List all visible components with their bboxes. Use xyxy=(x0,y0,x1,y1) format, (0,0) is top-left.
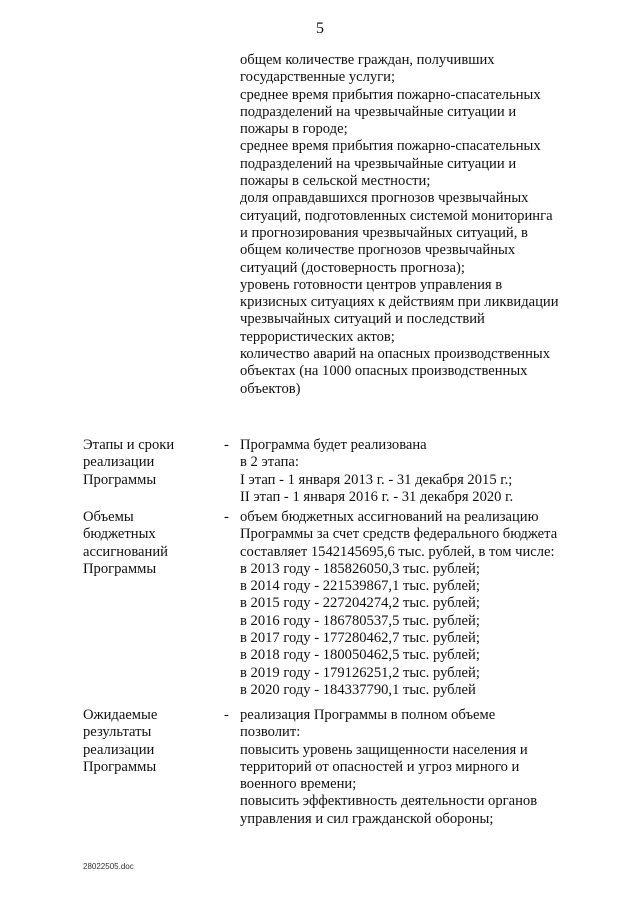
text-line: Программа будет реализована xyxy=(240,437,427,453)
text-line: управления и сил гражданской обороны; xyxy=(240,810,494,827)
section-label xyxy=(83,437,223,489)
text-line: составляет 1542145695,6 тыс. рублей, в том числе: xyxy=(240,543,555,560)
label-line: реализации xyxy=(83,741,155,758)
text-line: повысить уровень защищенности населения и xyxy=(240,741,528,758)
text-line: подразделений на чрезвычайные ситуации и xyxy=(240,155,517,172)
text-line: повысить эффективность деятельности органов xyxy=(240,793,538,810)
text-line: позволит: xyxy=(240,724,301,741)
text-line: среднее время прибытия пожарно-спасательных xyxy=(240,138,541,155)
text-line: в 2020 году - 184337790,1 тыс. рублей xyxy=(240,681,476,698)
section-text xyxy=(240,707,585,828)
file-name-footer: 28022505.doc xyxy=(83,862,134,871)
text-line: чрезвычайных ситуаций и последствий xyxy=(240,311,485,328)
text-line: ситуаций (достоверность прогноза); xyxy=(240,259,465,276)
text-line: территорий от опасностей и угроз мирного и xyxy=(240,758,520,775)
label-line: Программы xyxy=(83,560,157,577)
text-line: объектов) xyxy=(240,380,301,397)
text-line: в 2017 году - 177280462,7 тыс. рублей; xyxy=(240,630,480,647)
text-line: в 2018 году - 180050462,5 тыс. рублей; xyxy=(240,647,480,664)
label-line: Программы xyxy=(83,758,157,775)
label-line: Этапы и сроки xyxy=(83,437,175,453)
label-line: бюджетных xyxy=(83,526,156,543)
label-line: результаты xyxy=(83,724,152,741)
text-line: подразделений на чрезвычайные ситуации и xyxy=(240,103,517,120)
section-label xyxy=(83,509,223,578)
text-line: количество аварий на опасных производственных xyxy=(240,346,551,363)
label-line: Ожидаемые xyxy=(83,707,158,723)
text-line: ситуаций, подготовленных системой мониторинга xyxy=(240,207,553,224)
text-line: и прогнозирования чрезвычайных ситуаций, в xyxy=(240,224,528,241)
text-line: II этап - 1 января 2016 г. - 31 декабря 2020 г. xyxy=(240,488,514,505)
text-line: в 2014 году - 221539867,1 тыс. рублей; xyxy=(240,578,480,595)
text-line: объектах (на 1000 опасных производственных xyxy=(240,363,528,380)
text-line: уровень готовности центров управления в xyxy=(240,276,503,293)
page-number: 5 xyxy=(316,20,324,37)
text-line: Программы за счет средств федерального бюджета xyxy=(240,526,558,543)
text-line: военного времени; xyxy=(240,776,357,793)
label-line: Объемы xyxy=(83,509,134,525)
text-line: общем количестве прогнозов чрезвычайных xyxy=(240,242,516,259)
dash-separator: - xyxy=(224,437,229,453)
text-line: террористических актов; xyxy=(240,328,395,345)
continuation-text xyxy=(240,52,580,398)
text-line: реализация Программы в полном объеме xyxy=(240,707,496,723)
label-line: Программы xyxy=(83,471,157,488)
text-line: объем бюджетных ассигнований на реализацию xyxy=(240,509,539,525)
text-line: в 2019 году - 179126251,2 тыс. рублей; xyxy=(240,664,480,681)
text-line: в 2015 году - 227204274,2 тыс. рублей; xyxy=(240,595,480,612)
text-line: I этап - 1 января 2013 г. - 31 декабря 2015 г.; xyxy=(240,471,513,488)
text-line: в 2 этапа: xyxy=(240,454,299,471)
text-line: в 2013 году - 185826050,3 тыс. рублей; xyxy=(240,560,480,577)
section-label xyxy=(83,707,223,776)
section-text xyxy=(240,509,585,699)
text-line: среднее время прибытия пожарно-спасательных xyxy=(240,86,541,103)
label-line: ассигнований xyxy=(83,543,168,560)
text-line: в 2016 году - 186780537,5 тыс. рублей; xyxy=(240,612,480,629)
text-line: пожары в городе; xyxy=(240,121,348,138)
text-line: общем количестве граждан, получивших xyxy=(240,52,495,68)
text-line: кризисных ситуациях к действиям при ликвидации xyxy=(240,294,559,311)
dash-separator: - xyxy=(224,509,229,525)
text-line: доля оправдавшихся прогнозов чрезвычайных xyxy=(240,190,529,207)
label-line: реализации xyxy=(83,454,155,471)
section-text xyxy=(240,437,585,506)
text-line: пожары в сельской местности; xyxy=(240,173,431,190)
dash-separator: - xyxy=(224,707,229,723)
text-line: государственные услуги; xyxy=(240,69,396,86)
